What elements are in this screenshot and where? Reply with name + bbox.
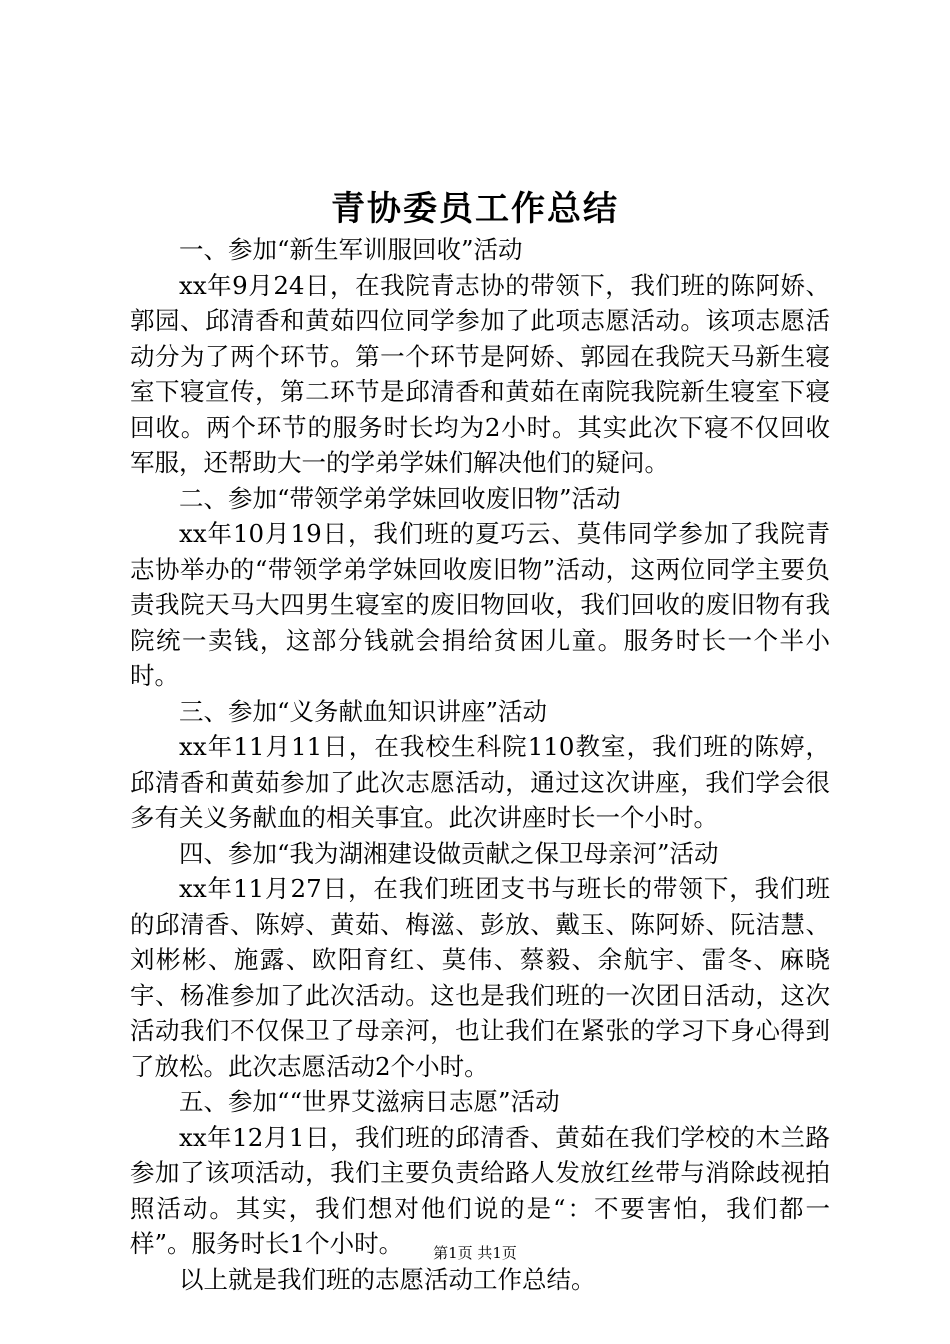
closing-paragraph: 以上就是我们班的志愿活动工作总结。	[179, 1264, 596, 1294]
page-number-footer: 第1页 共1页	[433, 1244, 517, 1262]
document-title: 青协委员工作总结	[331, 189, 619, 229]
section-heading-2: 二、参加“带领学弟学妹回收废旧物”活动	[179, 483, 621, 513]
section-heading-1: 一、参加“新生军训服回收”活动	[179, 235, 523, 264]
section-paragraph-4: xx年11月27日，在我们班团支书与班长的带领下，我们班的邱清香、陈婷、黄茹、梅滋、彭放、戴玉、陈阿娇、阮洁慧、刘彬彬、施露、欧阳育红、莫伟、蔡毅、余航宇、雷冬、麻晓宇、杨准参加了此次活动。这也是我们班的一次团日活动，这次活动我们不仅保卫了母亲河，也让我们在紧张的学习下身心得到了放松。此次志愿活动2个小时。	[130, 874, 830, 1081]
section-heading-3: 三、参加“义务献血知识讲座”活动	[179, 696, 548, 726]
section-paragraph-3: xx年11月11日，在我校生科院110教室，我们班的陈婷，邱清香和黄茹参加了此次志愿活动，通过这次讲座，我们学会很多有关义务献血的相关事宜。此次讲座时长一个小时。	[130, 732, 830, 832]
section-heading-4: 四、参加“我为湖湘建设做贡献之保卫母亲河”活动	[179, 838, 719, 868]
section-paragraph-2: xx年10月19日，我们班的夏巧云、莫伟同学参加了我院青志协举办的“带领学弟学妹回收废旧物”活动，这两位同学主要负责我院天马大四男生寝室的废旧物回收，我们回收的废旧物有我院统一卖钱，这部分钱就会捐给贫困儿童。服务时长一个半小时。	[130, 519, 830, 690]
section-paragraph-1: xx年9月24日，在我院青志协的带领下，我们班的陈阿娇、郭园、邱清香和黄茹四位同学参加了此项志愿活动。该项志愿活动分为了两个环节。第一个环节是阿娇、郭园在我院天马新生寝室下寝宣传，第二环节是邱清香和黄茹在南院我院新生寝室下寝回收。两个环节的服务时长均为2小时。其实此次下寝不仅回收军服，还帮助大一的学弟学妹们解决他们的疑问。	[130, 270, 830, 477]
section-paragraph-5: xx年12月1日，我们班的邱清香、黄茹在我们学校的木兰路参加了该项活动，我们主要负责给路人发放红丝带与消除歧视拍照活动。其实，我们想对他们说的是“：不要害怕，我们都一样”。服务时长1个小时。	[130, 1122, 830, 1258]
document-body	[130, 232, 830, 1297]
section-heading-5: 五、参加““世界艾滋病日志愿”活动	[179, 1087, 560, 1116]
